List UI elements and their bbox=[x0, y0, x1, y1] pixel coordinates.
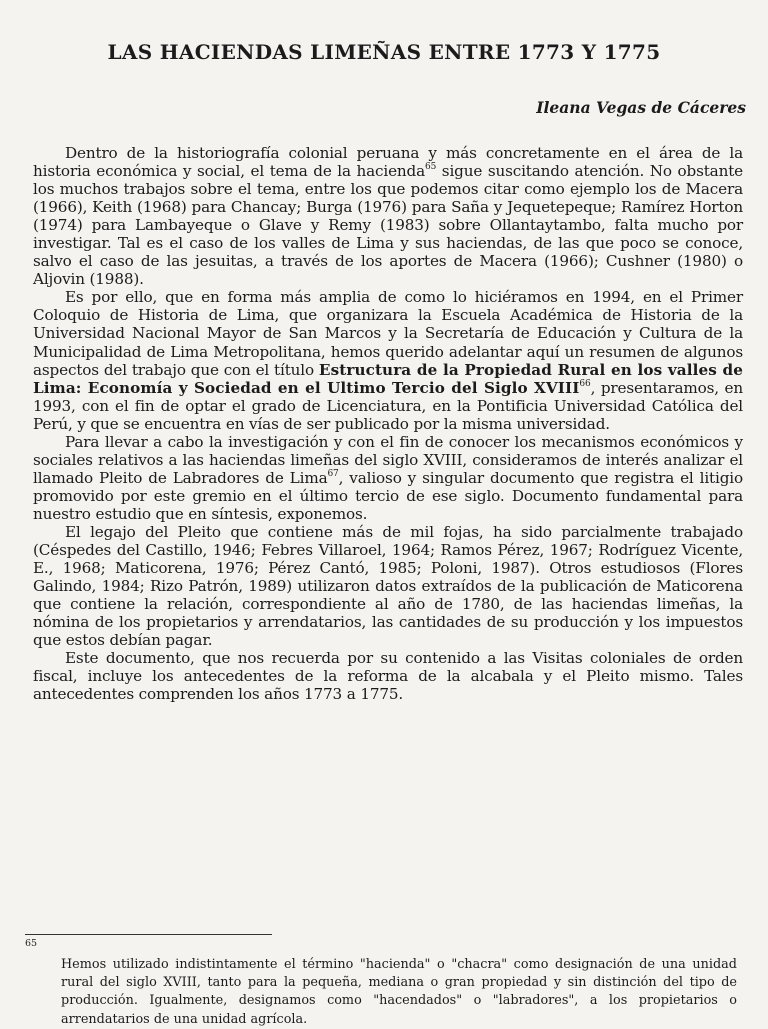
article-body bbox=[33, 144, 743, 703]
thesis-title: Estructura de la Propiedad Rural en los valles de Lima: Economía y Sociedad en el Ultimo Tercio del Siglo XVIII bbox=[33, 360, 743, 397]
paragraph-text: Dentro de la historiografía colonial peruana y más concretamente en el área de la historia económica y social, el tema de la hacienda bbox=[33, 144, 743, 181]
paragraph-text: Para llevar a cabo la investigación y con el fin de conocer los mecanismos económicos y sociales relativos a las haciendas limeñas del siglo XVIII, consideramos de interés analizar el llamado Pleito de Labradores de Lima bbox=[33, 432, 743, 487]
paragraph-text: sigue suscitando atención. No obstante los muchos trabajos sobre el tema, entre los que podemos citar como ejemplo los de Macera (1966), Keith (1968) para Chancay; Burga (1976) para Saña y Jequetepeque; Ramírez Horton (1974) para Lambayeque o Glave y Remy (1983) sobre Ollantaytambo, falta mucho por investigar. Tal es el caso de los valles de Lima y sus haciendas, de las que poco se conoce, salvo el caso de las jesuitas, a través de los aportes de Macera (1966); Cushner (1980) o Aljovin (1988). bbox=[33, 162, 743, 289]
paragraph-text: , presentaramos, en 1993, con el fin de optar el grado de Licenciatura, en la Pontificia Universidad Católica del Perú, y que se encuentra en vías de ser publicado por la misma universidad. bbox=[33, 378, 743, 433]
paragraph-2 bbox=[33, 288, 743, 432]
footnote-65 bbox=[25, 938, 737, 1029]
paragraph-text: El legajo del Pleito que contiene más de mil fojas, ha sido parcialmente trabajado (Céspedes del Castillo, 1946; Febres Villaroel, 1964; Ramos Pérez, 1967; Rodríguez Vicente, E., 1968; Maticorena, 1976; Pérez Cantó, 1985; Poloni, 1987). Otros estudiosos (Flores Galindo, 1984; Rizo Patrón, 1989) utilizaron datos extraídos de la publicación de Maticorena que contiene la relación, correspondiente al año de 1780, de las haciendas limeñas, la nómina de los propietarios y arrendatarios, las cantidades de su producción y los impuestos que estos debían pagar. bbox=[33, 522, 743, 650]
footnote-divider bbox=[25, 934, 272, 935]
paragraph-1 bbox=[33, 144, 743, 288]
footnote-number: 65 bbox=[25, 938, 38, 949]
footnote-ref-67[interactable]: 67 bbox=[327, 468, 339, 479]
footnote-ref-65[interactable]: 65 bbox=[425, 162, 437, 173]
paragraph-text: Este documento, que nos recuerda por su contenido a las Visitas coloniales de orden fiscal, incluye los antecedentes de la reforma de la alcabala y el Pleito mismo. Tales antecedentes comprenden los años 1773 a 1775. bbox=[33, 649, 743, 704]
footnote-text: Hemos utilizado indistintamente el término "hacienda" o "chacra" como designación de una unidad rural del siglo XVIII, tanto para la pequeña, mediana o gran propiedad y sin distinción del tipo de producción. Igualmente, designamos como "hacendados" o "labradores", a los propietarios o arrendatarios de una unidad agrícola. bbox=[61, 957, 737, 1027]
paragraph-5 bbox=[33, 649, 743, 703]
paragraph-text: , valioso y singular documento que registra el litigio promovido por este gremio en el último tercio de ese siglo. Documento fundamental para nuestro estudio que en síntesis, exponemos. bbox=[33, 468, 743, 523]
author-name: Ileana Vegas de Cáceres bbox=[536, 98, 746, 117]
footnote-ref-66[interactable]: 66 bbox=[579, 378, 591, 389]
paragraph-3 bbox=[33, 433, 743, 523]
paragraph-text: Es por ello, que en forma más amplia de como lo hiciéramos en 1994, en el Primer Coloquio de Historia de Lima, que organizara la Escuela Académica de Historia de la Universidad Nacional Mayor de San Marcos y la Secretaría de Educación y Cultura de la Municipalidad de Lima Metropolitana, hemos querido adelantar aquí un resumen de algunos aspectos del trabajo que con el título bbox=[33, 288, 743, 379]
paragraph-4 bbox=[33, 523, 743, 649]
page-title: LAS HACIENDAS LIMEÑAS ENTRE 1773 Y 1775 bbox=[107, 40, 661, 64]
